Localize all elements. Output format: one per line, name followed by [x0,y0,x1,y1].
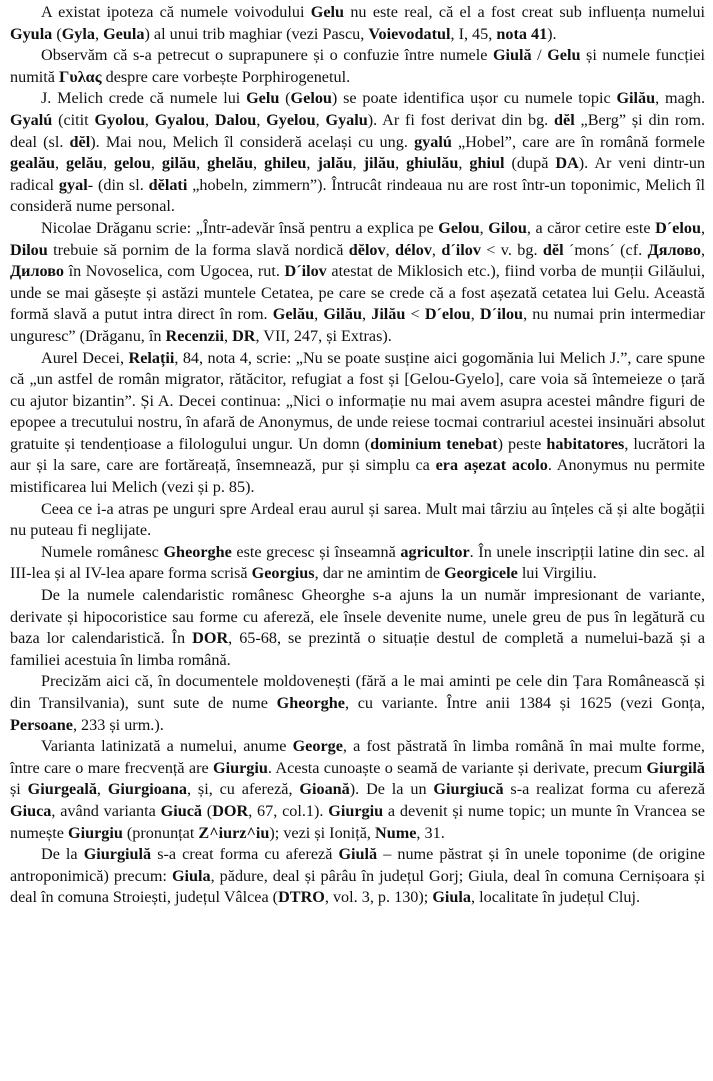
text-run: ). Mai nou, Melich îl consideră același cu ung. [90,132,415,151]
text-run: nu este real, că el a fost creat sub influența numelui [344,3,705,21]
text-run: , [256,110,267,129]
bold-term: Giula [432,888,472,907]
text-run: , [385,240,396,259]
bold-term: gilău [161,154,197,173]
text-run: , [700,218,705,237]
paragraph [10,348,705,499]
bold-term: gelou [113,154,151,173]
bold-term: Gyla [61,24,95,43]
text-run: , [253,154,265,173]
text-run: , pădure, deal și pârâu în județul Gorj; Giula, deal în comuna Cernișoara și deal în comuna Stroiești, județul Vâlcea ( [10,866,705,907]
bold-term: Dilou [10,240,48,259]
bold-term: Giulă [338,845,378,864]
bold-term: Gilău [323,305,363,324]
text-run: ) se poate identifica ușor cu numele topic [331,89,617,108]
text-run: , [196,154,208,173]
text-run: . Acesta cunoaște o seamă de variante și derivate, precum [267,758,647,777]
text-run: , [458,154,470,173]
bold-term: Gelu [547,46,581,65]
bold-term: Giuca [10,801,52,820]
bold-term: Z^iurz^iu [198,823,270,842]
bold-term: dĕl [69,132,91,151]
text-run: , [362,305,372,324]
text-run: , a fost păstrată în limba română în mai multe forme, între care o mare frecvență are [10,737,705,777]
bold-term: DOR [212,801,249,820]
text-run: Numele românesc [41,542,164,561]
bold-term: Gyalu [325,110,368,129]
bold-term: Giula [171,866,211,885]
bold-term: Jilău [371,305,406,324]
text-run: J. Melich crede că numele lui [41,89,247,108]
bold-term: Relații [128,348,175,367]
bold-term: Gelău [272,305,315,324]
bold-term: Dalou [214,110,257,129]
text-run: , vol. 3, p. 130); [324,888,433,907]
bold-term: gyalú [414,132,452,151]
bold-term: Gioană [299,780,350,799]
text-run: , 31. [416,823,445,842]
bold-term: Gilău [616,89,656,108]
text-run: , I, 45, [450,24,497,43]
text-run: în Novoselica, com Ugocea, rut. [63,262,285,281]
text-run: De la numele calendaristic românesc Gheorghe s-a ajuns la un număr impresionant de variante, derivate și hipocoristice sau forme cu afereză, ele însele devenite nume, unele greu de pus în legătură cu baza lor calendaristică. În [10,586,705,648]
text-run: ´mons´ (cf. [563,240,648,259]
bold-term: Giurgiu [68,823,123,842]
text-run: atestat de Miklosich etc.), fiind vorba de munții Gilăului, unde se mai găsește și astăzi muntele Cetatea, pe care se crede că a fost așezată cetatea lui Gelu. Această formă slavă a putut intra direct în rom. [10,262,705,324]
text-run: , [315,110,326,129]
text-run: . În unele inscripții latine din sec. al III-lea și al IV-lea apare forma scrisă [10,542,706,583]
text-run: , [95,24,104,43]
bold-term: Gyolou [94,110,145,129]
text-run: s-a realizat forma cu afereză [503,780,706,799]
paragraph [10,585,705,671]
bold-term: Γυλας [59,67,102,86]
bold-term: Giulă [492,46,532,65]
text-run: ); vezi și Ioniță, [269,823,376,842]
bold-term: jilău [363,154,396,173]
text-run: (pronunțat [122,823,199,842]
text-run: Precizăm aici că, în documentele moldovenești (fără a le mai aminti pe cele din Țara Românească și din Transilvania), sunt sute de nume [10,672,705,712]
text-run: s-a creat forma cu afereză [151,845,339,864]
bold-term: ghelău [207,154,254,173]
text-run: ) peste [497,434,547,453]
text-run: , 233 și urm.). [72,715,164,734]
text-run: , nu numai prin intermediar unguresc” (Drăganu, în [10,305,706,345]
bold-term: D´ilou [479,305,524,324]
bold-term: dominium tenebat [370,434,498,453]
bold-term: Giurgiucă [433,780,504,799]
text-run: Observăm că s-a petrecut o suprapunere și o confuzie între numele [41,46,493,65]
paragraph [10,736,705,844]
text-run: , având varianta [51,801,161,820]
bold-term: Recenzii [165,326,224,345]
text-run: , [352,154,364,173]
text-run: Varianta latinizată a numelui, anume [41,737,293,756]
text-run: Nicolae Drăganu scrie: „Într-adevăr însă pentru a explica pe [41,218,439,237]
text-run: , 84, nota 4, scrie: „Nu se poate susține aici gogomănia lui Melich J.”, care spune că „un astfel de român migrator, rătăcitor, refugiat a fost și [Gelou-Gyelo], care voia să întemeieze o țară cu ajutor bizantin”. Și A. Decei continua: „Nici o informație nu mai avem asupra acestei mândre figuri de epopee a trecutului nostru, în afară de Anonymus, de unde reiese tocmai contrariul acestei insinuări absolut gratuite și tendențioase a filologului ungur. Un domn ( [10,348,705,453]
text-run: Aurel Decei, [41,348,129,367]
text-run: despre care vorbește Porphirogenetul. [101,67,351,86]
text-run: , 67, col.1). [248,801,329,820]
text-run: , lucrători la aur și la sare, care are fortăreață, însemnează, pur și simplu ca [10,434,706,475]
bold-term: era așezat acolo [435,456,548,475]
bold-term: Giurgiu [213,758,268,777]
bold-term: dĕlov [348,240,386,259]
paragraph [10,542,705,585]
text-run: A existat ipoteza că numele voivodului [41,3,311,21]
text-run: / [531,46,548,65]
bold-term: Giurgioana [107,780,187,799]
bold-term: Gheorghe [163,542,232,561]
paragraph [10,671,705,736]
bold-term: Gheorghe [276,694,345,712]
text-run: trebuie să pornim de la forma slavă nordică [47,240,349,259]
bold-term: D´ilov [284,262,327,281]
text-run: , VII, 247, și Extras). [255,326,392,345]
bold-term: dĕl [554,110,575,129]
text-run: ). Ar fi fost derivat din bg. [367,110,555,129]
text-run: ). De la un [349,780,434,799]
text-run: „hobeln, zimmern”). Întrucât rindeaua nu are rost într-un toponimic, Melich îl consideră nume personal. [10,175,705,216]
text-run: , [470,305,480,324]
text-run: , a căror cetire este [526,218,656,237]
bold-term: ghiulău [406,154,459,173]
text-run: ) al unui trib maghiar (vezi Pascu, [144,24,369,43]
bold-term: Gelou [438,218,480,237]
text-run: , [395,154,407,173]
text-run: , 65-68, se prezintă o situație destul de completă a numelui-bază și a familiei acestuia în limba română. [10,629,705,669]
text-run: „Hobel”, care are în română formele [451,132,705,151]
bold-term: délov [395,240,432,259]
bold-term: ghiul [469,154,505,173]
text-run: este grecesc și înseamnă [231,542,401,561]
bold-term: DTRO [278,888,325,907]
text-run: , [479,218,489,237]
text-run: < v. bg. [480,240,543,259]
text-run: „Berg” și din rom. deal (sl. [10,110,706,151]
text-run: , [102,154,114,173]
text-run: , [144,110,155,129]
text-run: (după [504,154,556,173]
bold-term: Giurgilă [646,758,705,777]
text-run: (citit [52,110,95,129]
bold-term: Дилово [10,262,64,281]
text-run: , [205,110,215,129]
paragraph [10,499,705,542]
bold-term: DA [555,154,579,173]
text-run: ). [547,24,557,43]
bold-term: ghileu [264,154,307,173]
paragraph [10,45,705,88]
bold-term: Giurgeală [27,780,97,799]
text-run: Ceea ce i-a atras pe unguri spre Ardeal erau aurul și sarea. Mult mai târziu au înțeles că și alte bogății nu puteau fi neglijate. [10,499,705,540]
bold-term: D´elou [655,218,701,237]
text-run: , magh. [655,89,706,108]
bold-term: dĕlati [148,175,188,194]
bold-term: Gyalú [10,110,53,129]
text-run: ( [52,24,62,43]
bold-term: Geula [103,24,145,43]
text-run: ( [202,801,213,820]
bold-term: Дялово [647,240,701,259]
bold-term: DOR [192,629,229,648]
text-run: , [54,154,67,173]
bold-term: gealău [10,154,55,173]
bold-term: George [292,737,343,756]
text-run: , [306,154,318,173]
bold-term: Giurgiu [328,801,384,820]
bold-term: habitatores [546,434,625,453]
bold-term: DR [232,326,256,345]
bold-term: Gelu [310,3,345,21]
bold-term: Voievodatul [368,24,451,43]
text-run: a devenit și nume topic; un munte în Vrancea se numește [10,801,706,842]
paragraph [10,844,705,909]
text-run: < [405,305,425,324]
bold-term: nota 41 [496,24,548,43]
bold-term: Gyula [10,24,53,43]
bold-term: Gyalou [154,110,206,129]
text-run: . Anonymus nu permite mistificarea lui Melich (vezi și p. 85). [10,456,705,497]
text-run: , [96,780,108,799]
bold-term: Giucă [160,801,202,820]
bold-term: Gyelou [266,110,316,129]
bold-term: Georgicele [444,564,518,583]
text-run: - (din sl. [87,175,149,194]
text-run: De la [41,845,84,864]
text-run: , localitate în județul Cluj. [471,888,641,907]
text-run: ( [279,89,291,108]
text-run: , [223,326,233,345]
text-run: , [150,154,162,173]
bold-term: Persoane [10,715,73,734]
text-run: , [700,240,706,259]
text-run: și [10,780,28,799]
bold-term: Giurgiulă [83,845,152,864]
paragraph [10,88,705,218]
bold-term: agricultor [400,542,470,561]
bold-term: Nume [375,823,417,842]
bold-term: D´elou [424,305,471,324]
text-run: – nume păstrat și în unele toponime (de origine antroponimică) precum: [10,845,705,885]
text-run: lui Virgiliu. [517,564,597,583]
text-run: și numele funcției numită [10,46,705,86]
bold-term: gyal [58,175,88,194]
bold-term: jalău [317,154,353,173]
bold-term: dĕl [542,240,564,259]
text-run: ). Ar veni dintr-un radical [10,154,706,194]
bold-term: Gelu [246,89,280,108]
bold-term: Gelou [290,89,332,108]
text-run: , [431,240,442,259]
text-run: , cu variante. Între anii 1384 și 1625 (vezi Gonța, [344,694,705,712]
bold-term: gelău [66,154,103,173]
paragraph [10,2,705,45]
text-run: , dar ne amintim de [314,564,445,583]
bold-term: Gilou [488,218,527,237]
bold-term: Georgius [251,564,315,583]
bold-term: d´ilov [441,240,481,259]
text-run: , și, cu afereză, [187,780,300,799]
paragraph [10,218,705,348]
text-run: , [314,305,324,324]
